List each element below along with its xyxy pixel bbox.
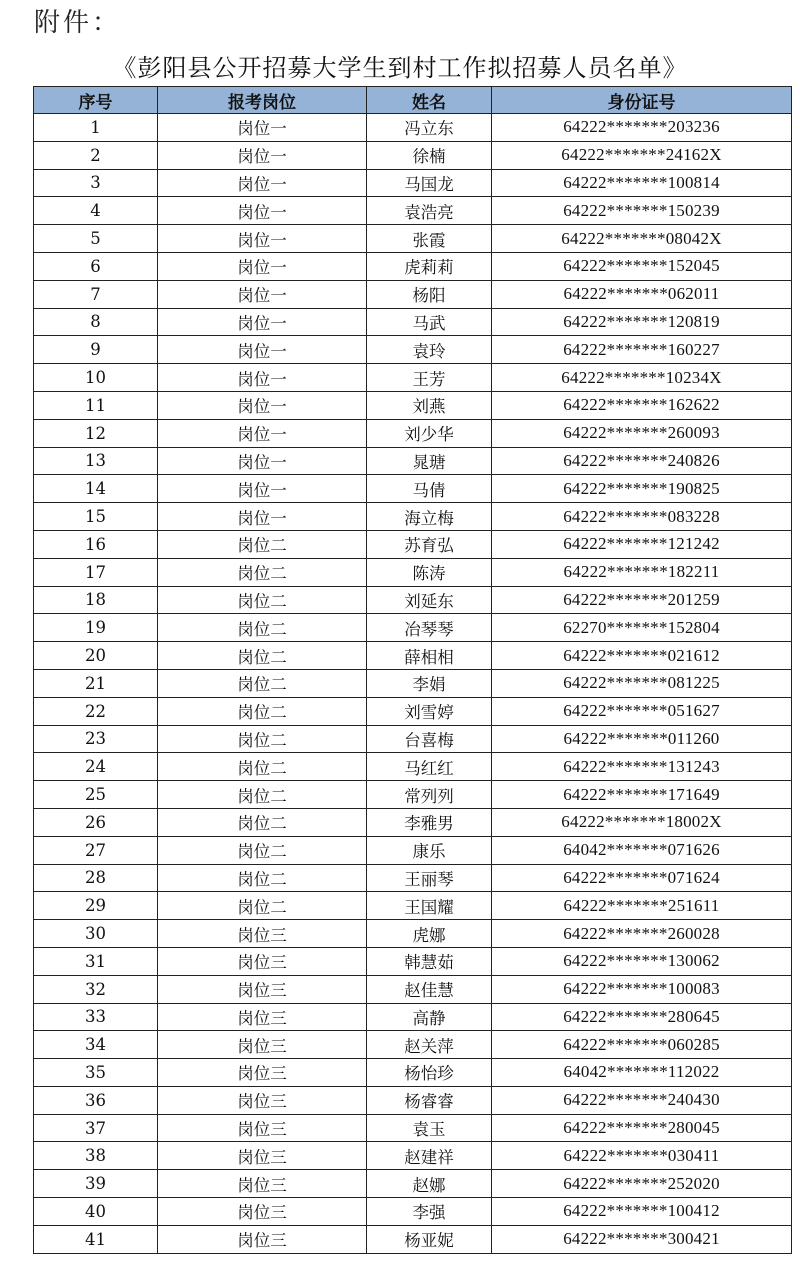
table-row bbox=[34, 892, 792, 920]
cell-position: 岗位二 bbox=[158, 753, 367, 781]
cell-position: 岗位一 bbox=[158, 503, 367, 531]
cell-name: 马武 bbox=[367, 308, 492, 336]
table-row bbox=[34, 725, 792, 753]
recruit-list-table bbox=[33, 86, 792, 1254]
cell-index: 16 bbox=[34, 530, 158, 558]
table-row bbox=[34, 197, 792, 225]
cell-index: 28 bbox=[34, 864, 158, 892]
table-row bbox=[34, 1059, 792, 1087]
cell-name: 李强 bbox=[367, 1198, 492, 1226]
cell-id-number: 64042*******112022 bbox=[492, 1059, 792, 1087]
cell-id-number: 64222*******171649 bbox=[492, 781, 792, 809]
cell-id-number: 64222*******071624 bbox=[492, 864, 792, 892]
cell-position: 岗位三 bbox=[158, 1225, 367, 1253]
cell-id-number: 64222*******10234X bbox=[492, 364, 792, 392]
cell-position: 岗位三 bbox=[158, 1003, 367, 1031]
cell-name: 常列列 bbox=[367, 781, 492, 809]
table-row bbox=[34, 141, 792, 169]
cell-index: 37 bbox=[34, 1114, 158, 1142]
table-row bbox=[34, 1225, 792, 1253]
cell-name: 王国耀 bbox=[367, 892, 492, 920]
cell-index: 18 bbox=[34, 586, 158, 614]
cell-position: 岗位一 bbox=[158, 391, 367, 419]
table-row bbox=[34, 1003, 792, 1031]
cell-index: 31 bbox=[34, 947, 158, 975]
cell-position: 岗位三 bbox=[158, 1031, 367, 1059]
cell-index: 21 bbox=[34, 669, 158, 697]
table-row bbox=[34, 503, 792, 531]
cell-name: 晁瑭 bbox=[367, 447, 492, 475]
table-row bbox=[34, 975, 792, 1003]
cell-index: 13 bbox=[34, 447, 158, 475]
cell-id-number: 64222*******060285 bbox=[492, 1031, 792, 1059]
cell-index: 20 bbox=[34, 642, 158, 670]
table-row bbox=[34, 1142, 792, 1170]
cell-index: 29 bbox=[34, 892, 158, 920]
table-row bbox=[34, 336, 792, 364]
cell-index: 26 bbox=[34, 808, 158, 836]
cell-name: 杨亚妮 bbox=[367, 1225, 492, 1253]
cell-name: 赵建祥 bbox=[367, 1142, 492, 1170]
cell-position: 岗位一 bbox=[158, 447, 367, 475]
table-row bbox=[34, 419, 792, 447]
cell-name: 康乐 bbox=[367, 836, 492, 864]
table-row bbox=[34, 558, 792, 586]
cell-name: 杨阳 bbox=[367, 280, 492, 308]
cell-id-number: 64222*******100412 bbox=[492, 1198, 792, 1226]
cell-name: 李雅男 bbox=[367, 808, 492, 836]
cell-id-number: 64222*******260093 bbox=[492, 419, 792, 447]
cell-id-number: 64222*******24162X bbox=[492, 141, 792, 169]
cell-id-number: 64222*******252020 bbox=[492, 1170, 792, 1198]
cell-index: 33 bbox=[34, 1003, 158, 1031]
table-row bbox=[34, 1031, 792, 1059]
table-row bbox=[34, 614, 792, 642]
cell-name: 李娟 bbox=[367, 669, 492, 697]
cell-position: 岗位一 bbox=[158, 225, 367, 253]
cell-index: 5 bbox=[34, 225, 158, 253]
table-row bbox=[34, 920, 792, 948]
cell-index: 27 bbox=[34, 836, 158, 864]
cell-id-number: 64222*******083228 bbox=[492, 503, 792, 531]
table-row bbox=[34, 642, 792, 670]
cell-position: 岗位二 bbox=[158, 864, 367, 892]
table-row bbox=[34, 586, 792, 614]
cell-position: 岗位二 bbox=[158, 558, 367, 586]
table-row bbox=[34, 947, 792, 975]
cell-position: 岗位三 bbox=[158, 1142, 367, 1170]
cell-position: 岗位一 bbox=[158, 114, 367, 142]
table-row bbox=[34, 808, 792, 836]
cell-name: 袁玲 bbox=[367, 336, 492, 364]
cell-index: 34 bbox=[34, 1031, 158, 1059]
cell-name: 张霞 bbox=[367, 225, 492, 253]
cell-index: 32 bbox=[34, 975, 158, 1003]
cell-position: 岗位二 bbox=[158, 781, 367, 809]
cell-name: 刘燕 bbox=[367, 391, 492, 419]
table-header-row bbox=[34, 87, 792, 114]
cell-position: 岗位一 bbox=[158, 419, 367, 447]
table-row bbox=[34, 1086, 792, 1114]
table-body bbox=[34, 114, 792, 1254]
cell-name: 陈涛 bbox=[367, 558, 492, 586]
cell-name: 虎莉莉 bbox=[367, 252, 492, 280]
attachment-label: 附件： bbox=[34, 8, 122, 38]
cell-index: 10 bbox=[34, 364, 158, 392]
table-row bbox=[34, 169, 792, 197]
cell-position: 岗位三 bbox=[158, 1114, 367, 1142]
table-row bbox=[34, 864, 792, 892]
cell-index: 14 bbox=[34, 475, 158, 503]
cell-id-number: 64222*******131243 bbox=[492, 753, 792, 781]
cell-name: 海立梅 bbox=[367, 503, 492, 531]
cell-position: 岗位三 bbox=[158, 1170, 367, 1198]
cell-position: 岗位二 bbox=[158, 697, 367, 725]
cell-name: 杨怡珍 bbox=[367, 1059, 492, 1087]
cell-name: 徐楠 bbox=[367, 141, 492, 169]
cell-name: 袁浩亮 bbox=[367, 197, 492, 225]
header-position: 报考岗位 bbox=[158, 87, 367, 114]
cell-position: 岗位一 bbox=[158, 475, 367, 503]
document-title: 《彭阳县公开招募大学生到村工作拟招募人员名单》 bbox=[112, 54, 688, 82]
table-row bbox=[34, 475, 792, 503]
table-row bbox=[34, 781, 792, 809]
cell-id-number: 64222*******251611 bbox=[492, 892, 792, 920]
cell-position: 岗位三 bbox=[158, 1198, 367, 1226]
cell-position: 岗位二 bbox=[158, 642, 367, 670]
cell-index: 1 bbox=[34, 114, 158, 142]
cell-id-number: 64222*******051627 bbox=[492, 697, 792, 725]
cell-index: 25 bbox=[34, 781, 158, 809]
cell-name: 杨睿睿 bbox=[367, 1086, 492, 1114]
cell-name: 虎娜 bbox=[367, 920, 492, 948]
cell-index: 2 bbox=[34, 141, 158, 169]
cell-position: 岗位一 bbox=[158, 252, 367, 280]
table-row bbox=[34, 308, 792, 336]
cell-index: 11 bbox=[34, 391, 158, 419]
table-row bbox=[34, 280, 792, 308]
cell-id-number: 62270*******152804 bbox=[492, 614, 792, 642]
cell-name: 赵关萍 bbox=[367, 1031, 492, 1059]
table-row bbox=[34, 1170, 792, 1198]
cell-index: 40 bbox=[34, 1198, 158, 1226]
cell-name: 苏育弘 bbox=[367, 530, 492, 558]
cell-id-number: 64222*******100814 bbox=[492, 169, 792, 197]
cell-id-number: 64222*******030411 bbox=[492, 1142, 792, 1170]
cell-position: 岗位三 bbox=[158, 920, 367, 948]
table-row bbox=[34, 252, 792, 280]
cell-name: 马倩 bbox=[367, 475, 492, 503]
cell-id-number: 64222*******121242 bbox=[492, 530, 792, 558]
cell-position: 岗位二 bbox=[158, 669, 367, 697]
cell-id-number: 64222*******280645 bbox=[492, 1003, 792, 1031]
cell-id-number: 64222*******190825 bbox=[492, 475, 792, 503]
cell-index: 22 bbox=[34, 697, 158, 725]
cell-name: 刘少华 bbox=[367, 419, 492, 447]
cell-id-number: 64222*******240430 bbox=[492, 1086, 792, 1114]
cell-position: 岗位二 bbox=[158, 725, 367, 753]
cell-id-number: 64222*******300421 bbox=[492, 1225, 792, 1253]
cell-name: 冯立东 bbox=[367, 114, 492, 142]
cell-index: 38 bbox=[34, 1142, 158, 1170]
cell-index: 30 bbox=[34, 920, 158, 948]
cell-name: 赵娜 bbox=[367, 1170, 492, 1198]
cell-index: 7 bbox=[34, 280, 158, 308]
cell-position: 岗位三 bbox=[158, 1086, 367, 1114]
cell-id-number: 64222*******120819 bbox=[492, 308, 792, 336]
cell-position: 岗位一 bbox=[158, 169, 367, 197]
cell-id-number: 64222*******100083 bbox=[492, 975, 792, 1003]
table-row bbox=[34, 530, 792, 558]
cell-position: 岗位二 bbox=[158, 586, 367, 614]
cell-index: 35 bbox=[34, 1059, 158, 1087]
table-row bbox=[34, 364, 792, 392]
cell-name: 袁玉 bbox=[367, 1114, 492, 1142]
cell-id-number: 64222*******240826 bbox=[492, 447, 792, 475]
table-row bbox=[34, 669, 792, 697]
cell-position: 岗位一 bbox=[158, 308, 367, 336]
cell-id-number: 64222*******152045 bbox=[492, 252, 792, 280]
table-row bbox=[34, 391, 792, 419]
cell-index: 17 bbox=[34, 558, 158, 586]
cell-position: 岗位三 bbox=[158, 975, 367, 1003]
cell-position: 岗位二 bbox=[158, 530, 367, 558]
cell-index: 24 bbox=[34, 753, 158, 781]
table-row bbox=[34, 114, 792, 142]
cell-id-number: 64222*******203236 bbox=[492, 114, 792, 142]
cell-position: 岗位一 bbox=[158, 336, 367, 364]
cell-id-number: 64222*******062011 bbox=[492, 280, 792, 308]
cell-name: 王芳 bbox=[367, 364, 492, 392]
cell-name: 冶琴琴 bbox=[367, 614, 492, 642]
cell-id-number: 64222*******201259 bbox=[492, 586, 792, 614]
table-row bbox=[34, 836, 792, 864]
cell-position: 岗位三 bbox=[158, 947, 367, 975]
cell-id-number: 64222*******130062 bbox=[492, 947, 792, 975]
cell-position: 岗位一 bbox=[158, 141, 367, 169]
cell-id-number: 64222*******081225 bbox=[492, 669, 792, 697]
cell-id-number: 64222*******162622 bbox=[492, 391, 792, 419]
cell-id-number: 64222*******021612 bbox=[492, 642, 792, 670]
cell-index: 23 bbox=[34, 725, 158, 753]
cell-id-number: 64222*******150239 bbox=[492, 197, 792, 225]
header-id-number: 身份证号 bbox=[492, 87, 792, 114]
cell-index: 4 bbox=[34, 197, 158, 225]
cell-id-number: 64042*******071626 bbox=[492, 836, 792, 864]
cell-id-number: 64222*******18002X bbox=[492, 808, 792, 836]
cell-position: 岗位二 bbox=[158, 614, 367, 642]
cell-index: 36 bbox=[34, 1086, 158, 1114]
cell-index: 19 bbox=[34, 614, 158, 642]
cell-index: 12 bbox=[34, 419, 158, 447]
cell-id-number: 64222*******182211 bbox=[492, 558, 792, 586]
table-row bbox=[34, 1114, 792, 1142]
cell-id-number: 64222*******08042X bbox=[492, 225, 792, 253]
cell-index: 8 bbox=[34, 308, 158, 336]
table-row bbox=[34, 225, 792, 253]
cell-name: 马红红 bbox=[367, 753, 492, 781]
cell-index: 9 bbox=[34, 336, 158, 364]
cell-name: 赵佳慧 bbox=[367, 975, 492, 1003]
cell-position: 岗位二 bbox=[158, 892, 367, 920]
cell-name: 王丽琴 bbox=[367, 864, 492, 892]
cell-id-number: 64222*******011260 bbox=[492, 725, 792, 753]
cell-name: 刘延东 bbox=[367, 586, 492, 614]
table-row bbox=[34, 1198, 792, 1226]
cell-position: 岗位一 bbox=[158, 197, 367, 225]
cell-index: 15 bbox=[34, 503, 158, 531]
cell-name: 台喜梅 bbox=[367, 725, 492, 753]
cell-position: 岗位三 bbox=[158, 1059, 367, 1087]
header-name: 姓名 bbox=[367, 87, 492, 114]
table-row bbox=[34, 447, 792, 475]
header-index: 序号 bbox=[34, 87, 158, 114]
cell-name: 韩慧茹 bbox=[367, 947, 492, 975]
cell-position: 岗位二 bbox=[158, 836, 367, 864]
cell-id-number: 64222*******260028 bbox=[492, 920, 792, 948]
cell-index: 39 bbox=[34, 1170, 158, 1198]
cell-position: 岗位二 bbox=[158, 808, 367, 836]
cell-id-number: 64222*******280045 bbox=[492, 1114, 792, 1142]
cell-name: 刘雪婷 bbox=[367, 697, 492, 725]
cell-name: 薛相相 bbox=[367, 642, 492, 670]
cell-index: 6 bbox=[34, 252, 158, 280]
cell-name: 高静 bbox=[367, 1003, 492, 1031]
table-row bbox=[34, 697, 792, 725]
table-row bbox=[34, 753, 792, 781]
cell-id-number: 64222*******160227 bbox=[492, 336, 792, 364]
cell-index: 41 bbox=[34, 1225, 158, 1253]
cell-name: 马国龙 bbox=[367, 169, 492, 197]
cell-index: 3 bbox=[34, 169, 158, 197]
cell-position: 岗位一 bbox=[158, 364, 367, 392]
cell-position: 岗位一 bbox=[158, 280, 367, 308]
